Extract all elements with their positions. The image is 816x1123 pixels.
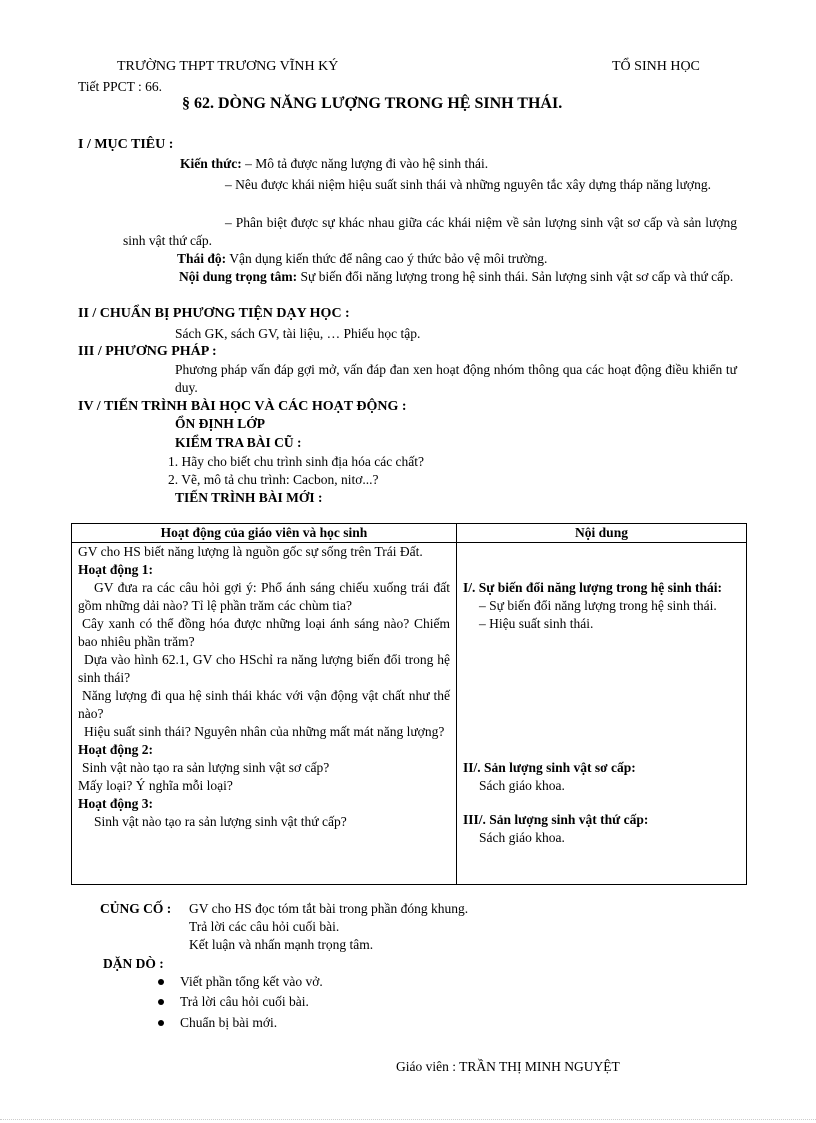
review-question-1: 1. Hãy cho biết chu trình sinh địa hóa các chất? — [168, 454, 425, 469]
activity-table — [71, 523, 747, 885]
bullet-icon — [158, 979, 164, 985]
knowledge-label: Kiến thức: — [180, 156, 242, 171]
col-activities-header: Hoạt động của giáo viên và học sinh — [72, 524, 457, 543]
homework-item-3: Chuẩn bị bài mới. — [180, 1015, 278, 1030]
activity-2-label: Hoạt động 2: — [78, 742, 154, 757]
activity-1-label: Hoạt động 1: — [78, 562, 154, 577]
content-item-2: – Hiệu suất sinh thái. — [479, 616, 594, 631]
activity-1-question-3: Dựa vào hình 62.1, GV cho HSchỉ ra năng lượng biến đổi trong hệ sinh thái? — [78, 652, 450, 685]
materials-text: Sách GK, sách GV, tài liệu, … Phiếu học tập. — [175, 326, 421, 341]
department-name: TỔ SINH HỌC — [612, 59, 700, 74]
col-content-header: Nội dung — [457, 524, 747, 543]
section-process-heading: IV / TIẾN TRÌNH BÀI HỌC VÀ CÁC HOẠT ĐỘNG : — [78, 399, 407, 414]
attitude-line — [177, 250, 547, 267]
teacher-name: Giáo viên : TRẦN THỊ MINH NGUYỆT — [396, 1059, 620, 1074]
content-cell — [457, 543, 747, 885]
table-header-row — [72, 524, 747, 543]
activity-1-question-1: GV đưa ra các câu hỏi gợi ý: Phổ ánh sáng chiếu xuống trái đất gồm những dải nào? Tỉ lệ phần trăm các chùm tia? — [78, 580, 450, 613]
stabilize-class: ỔN ĐỊNH LỚP — [175, 416, 266, 431]
bullet-icon — [158, 999, 164, 1005]
focus-line — [123, 268, 737, 286]
homework-item-2: Trả lời câu hỏi cuối bài. — [180, 994, 309, 1009]
focus-label: Nội dung trọng tâm: — [179, 269, 298, 284]
consolidate-label: CỦNG CỐ : — [100, 901, 172, 916]
activity-1-question-4: Năng lượng đi qua hệ sinh thái khác với vận động vật chất như thế nào? — [78, 688, 450, 721]
lesson-title: § 62. DÒNG NĂNG LƯỢNG TRONG HỆ SINH THÁI. — [182, 95, 563, 112]
section-objectives-heading: I / MỤC TIÊU : — [78, 137, 174, 152]
content-heading-3: III/. Sản lượng sinh vật thứ cấp: — [463, 812, 649, 827]
knowledge-line-1 — [180, 155, 488, 172]
period-number: Tiết PPCT : 66. — [78, 79, 163, 94]
activity-3-label: Hoạt động 3: — [78, 796, 154, 811]
method-text: Phương pháp vấn đáp gợi mở, vấn đáp đan xen hoạt động nhóm thông qua các hoạt động điều khiển tư duy. — [175, 362, 737, 395]
content-heading-1: I/. Sự biến đổi năng lượng trong hệ sinh thái: — [463, 580, 723, 595]
knowledge-item-1: – Mô tả được năng lượng đi vào hệ sinh thái. — [245, 156, 489, 171]
knowledge-item-3: – Phân biệt được sự khác nhau giữa các khái niệm về sản lượng sinh vật sơ cấp và sản lượng sinh vật thứ cấp. — [123, 215, 737, 248]
activity-3-question-1: Sinh vật nào tạo ra sản lượng sinh vật thứ cấp? — [94, 814, 347, 829]
bullet-icon — [158, 1020, 164, 1026]
content-heading-2: II/. Sản lượng sinh vật sơ cấp: — [463, 760, 636, 775]
activity-1-question-2: Cây xanh có thể đồng hóa được những loại ánh sáng nào? Chiếm bao nhiêu phần trăm? — [78, 616, 450, 649]
activities-cell — [72, 543, 457, 885]
activity-2-question-1: Sinh vật nào tạo ra sản lượng sinh vật sơ cấp? — [82, 760, 330, 775]
new-lesson-heading: TIẾN TRÌNH BÀI MỚI : — [175, 490, 323, 505]
homework-label: DẶN DÒ : — [103, 956, 164, 971]
knowledge-item-2: – Nêu được khái niệm hiệu suất sinh thái và những nguyên tắc xây dựng tháp năng lượng. — [225, 177, 711, 192]
focus-text: Sự biến đổi năng lượng trong hệ sinh thái. Sản lượng sinh vật sơ cấp và thứ cấp. — [297, 269, 734, 284]
section-method-heading: III / PHƯƠNG PHÁP : — [78, 344, 217, 359]
table-row — [72, 543, 747, 885]
section-materials-heading: II / CHUẨN BỊ PHƯƠNG TIỆN DẠY HỌC : — [78, 306, 350, 321]
homework-item-1: Viết phần tổng kết vào vở. — [180, 974, 323, 989]
content-item-3: Sách giáo khoa. — [479, 778, 565, 793]
attitude-label: Thái độ: — [177, 251, 227, 266]
consolidate-item-3: Kết luận và nhấn mạnh trọng tâm. — [189, 937, 374, 952]
page-bottom-divider — [0, 1119, 816, 1120]
intro-text: GV cho HS biết năng lượng là nguồn gốc sự sống trên Trái Đất. — [78, 544, 423, 559]
activity-2-question-2: Mấy loại? Ý nghĩa mỗi loại? — [78, 778, 233, 793]
consolidate-item-1: GV cho HS đọc tóm tắt bài trong phần đóng khung. — [189, 901, 469, 916]
review-heading: KIỂM TRA BÀI CŨ : — [175, 435, 302, 450]
school-name: TRƯỜNG THPT TRƯƠNG VĨNH KÝ — [117, 59, 339, 74]
content-item-1: – Sự biến đổi năng lượng trong hệ sinh thái. — [479, 598, 717, 613]
consolidate-item-2: Trả lời các câu hỏi cuối bài. — [189, 919, 340, 934]
attitude-text: Vận dụng kiến thức để nâng cao ý thức bảo vệ môi trường. — [226, 251, 548, 266]
content-item-4: Sách giáo khoa. — [479, 830, 565, 845]
review-question-2: 2. Vẽ, mô tả chu trình: Cacbon, nitơ...? — [168, 472, 379, 487]
activity-1-question-5: Hiệu suất sinh thái? Nguyên nhân của những mất mát năng lượng? — [84, 724, 445, 739]
